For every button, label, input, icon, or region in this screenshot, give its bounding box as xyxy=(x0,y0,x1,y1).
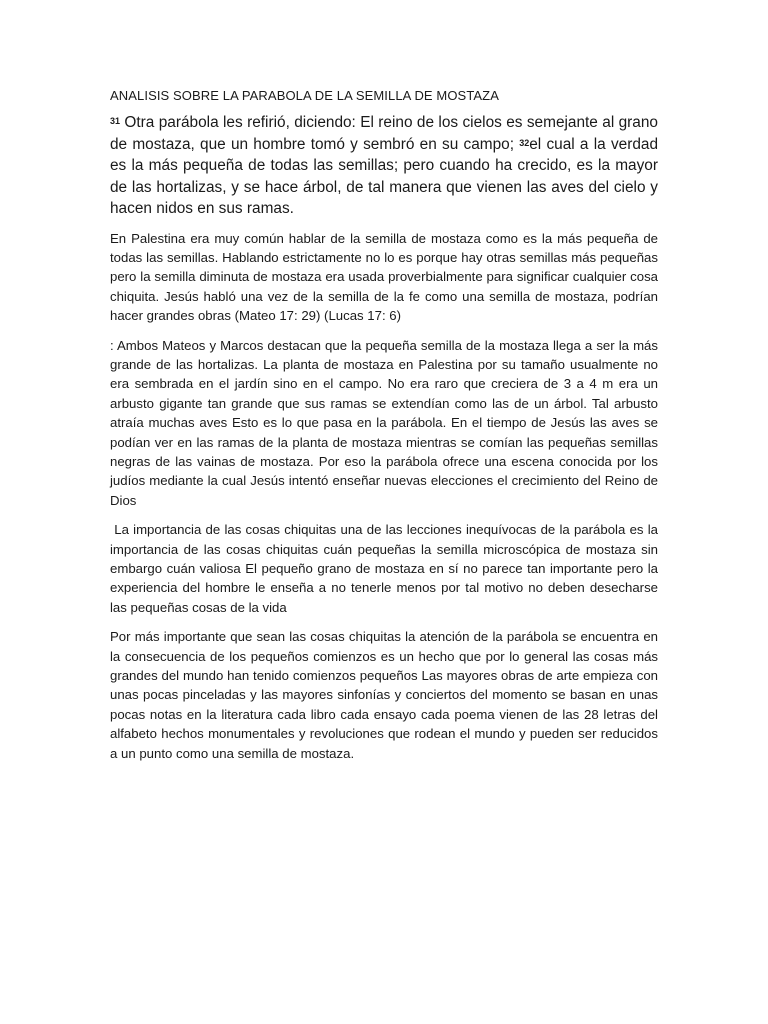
document-page xyxy=(110,88,658,773)
verse-text-31: Otra parábola les refirió, diciendo: El reino de los cielos es semejante al grano de mostaza, que un hombre tomó y sembró en su campo; xyxy=(110,114,658,153)
verse-text-32: el cual a la verdad es la más pequeña de todas las semillas; pero cuando ha crecido, es la mayor de las hortalizas, y se hace árbol, de tal manera que vienen las aves del cielo y hacen nidos en sus ramas. xyxy=(110,135,659,217)
scripture-verse xyxy=(110,112,658,220)
document-title: ANALISIS SOBRE LA PARABOLA DE LA SEMILLA DE MOSTAZA xyxy=(110,88,499,103)
verse-number-31: 31 xyxy=(110,116,121,126)
paragraph-1: En Palestina era muy común hablar de la semilla de mostaza como es la más pequeña de todas las semillas. Hablando estrictamente no lo es porque hay otras semillas más pequeñas pero la semilla diminuta de mostaza era usada proverbialmente para significar cualquier cosa chiquita. Jesús habló una vez de la semilla de la fe como una semilla de mostaza, podrían hacer grandes obras (Mateo 17: 29) (Lucas 17: 6) xyxy=(110,230,658,324)
paragraph-3: La importancia de las cosas chiquitas una de las lecciones inequívocas de la parábola es la importancia de las cosas chiquitas cuán pequeñas la semilla microscópica de mostaza sin embargo cuán valiosa El pequeño grano de mostaza en sí no parece tan importante pero la experiencia del hombre le enseña a no tenerle menos por tal motivo no deben desecharse las pequeñas cosas de la vida xyxy=(110,522,658,615)
paragraph-4: Por más importante que sean las cosas chiquitas la atención de la parábola se encuentra en la consecuencia de los pequeños comienzos es un hecho que por lo general las cosas más grandes del mundo han tenido comienzos pequeños Las mayores obras de arte empieza con unas pocas pinceladas y las mayores sinfonías y conciertos del momento se basan en unas pocas notas en la literatura cada libro cada ensayo cada poema vienen de las 28 letras del alfabeto hechos monumentales y revoluciones que rodean el mundo y pueden ser reducidos a un punto como una semilla de mostaza. xyxy=(110,629,658,761)
verse-number-32: 32 xyxy=(519,137,530,148)
paragraph-2: : Ambos Mateos y Marcos destacan que la pequeña semilla de la mostaza llega a ser la más grande de las hortalizas. La planta de mostaza en Palestina por su tamaño usualmente no era sembrada en el jardín sino en el campo. No era raro que creciera de 3 a 4 m era un arbusto gigante tan grande que sus ramas se extendían como las de un árbol. Tal arbusto atraía muchas aves Esto es lo que pasa en la parábola. En el tiempo de Jesús las aves se podían ver en las ramas de la planta de mostaza mientras se comían las pequeñas semillas negras de las vainas de mostaza. Por eso la parábola ofrece una escena conocida por los judíos mediante la cual Jesús intentó enseñar nuevas elecciones el crecimiento del Reino de Dios xyxy=(110,337,658,508)
